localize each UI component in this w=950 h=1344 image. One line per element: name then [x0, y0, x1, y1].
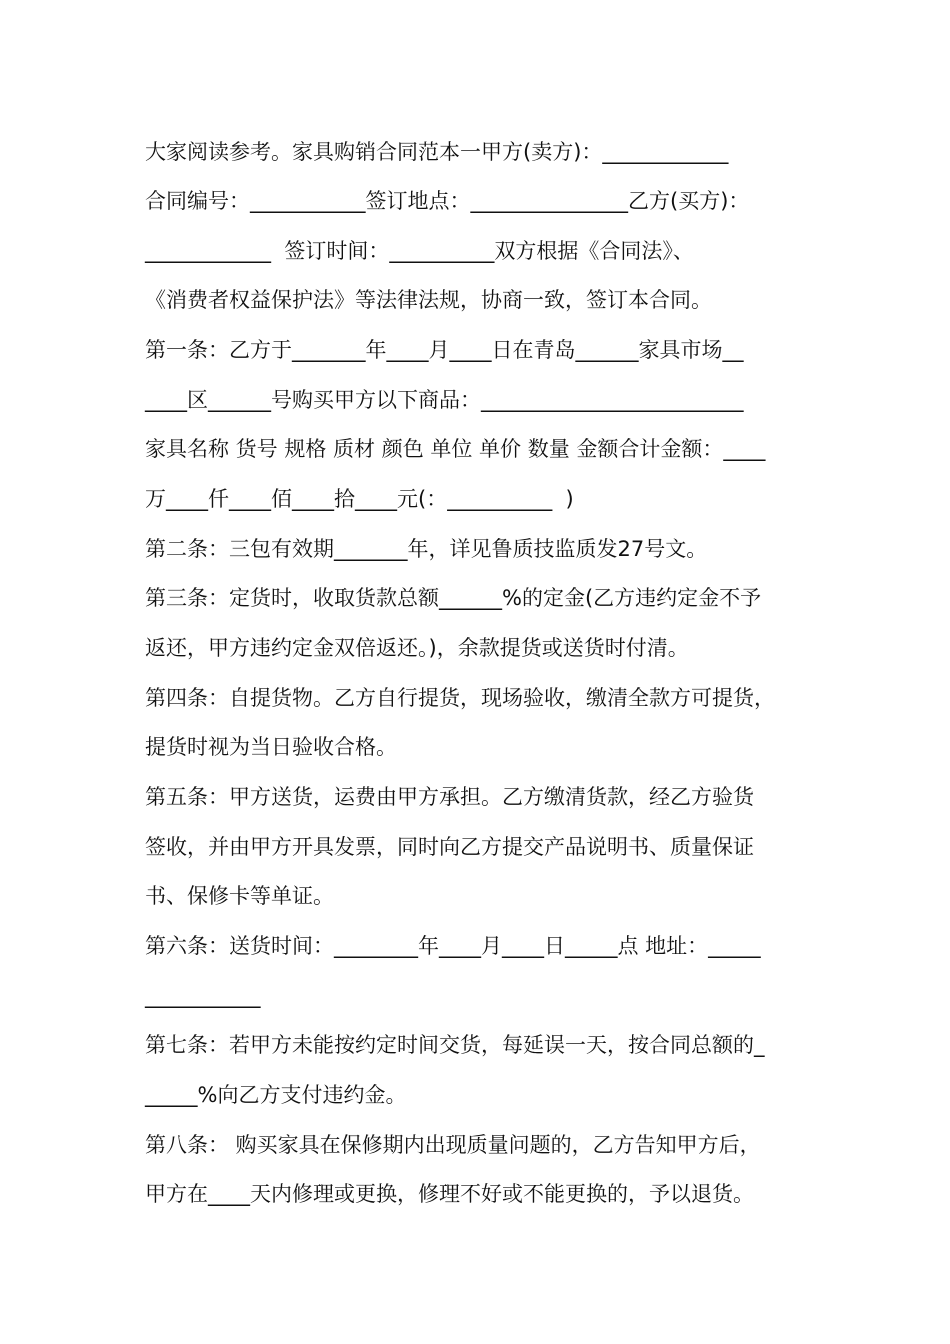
text-line: 返还，甲方违约定金双倍返还。)，余款提货或送货时付清。 — [145, 636, 689, 660]
text-line: 第六条：送货时间：________年____月____日_____点 地址：_____ — [145, 934, 761, 958]
text-line: 第二条：三包有效期_______年，详见鲁质技监质发27号文。 — [145, 537, 708, 561]
text-line: ___________ — [145, 984, 261, 1008]
text-line: 大家阅读参考。家具购销合同范本一甲方(卖方)：____________ — [145, 140, 729, 164]
text-line: 第三条：定货时，收取货款总额______%的定金(乙方违约定金不予 — [145, 586, 762, 610]
text-line: _____%向乙方支付违约金。 — [145, 1083, 407, 1107]
text-line: 万____仟____佰____拾____元(：__________ ) — [145, 487, 574, 511]
text-line: 第四条：自提货物。乙方自行提货，现场验收，缴清全款方可提货， — [145, 686, 775, 710]
text-line: 签收，并由甲方开具发票，同时向乙方提交产品说明书、质量保证 — [145, 835, 754, 859]
text-line: 家具名称 货号 规格 质材 颜色 单位 单价 数量 金额合计金额：____ — [145, 437, 766, 461]
text-line: 合同编号：___________签订地点：_______________乙方(买方)： — [145, 189, 750, 213]
text-line: 甲方在____天内修理或更换，修理不好或不能更换的，予以退货。 — [145, 1182, 754, 1206]
text-line: 提货时视为当日验收合格。 — [145, 735, 397, 759]
text-line: ____________ 签订时间：__________双方根据《合同法》、 — [145, 239, 694, 263]
text-line: ____区______号购买甲方以下商品：_________________________ — [145, 388, 744, 412]
text-line: 第一条：乙方于_______年____月____日在青岛______家具市场__ — [145, 338, 744, 362]
text-line: 书、保修卡等单证。 — [145, 884, 334, 908]
text-line: 第七条：若甲方未能按约定时间交货，每延误一天，按合同总额的_ — [145, 1033, 765, 1057]
text-line: 第五条：甲方送货，运费由甲方承担。乙方缴清货款，经乙方验货 — [145, 785, 754, 809]
text-line: 《消费者权益保护法》等法律法规，协商一致，签订本合同。 — [145, 288, 712, 312]
text-line: 第八条： 购买家具在保修期内出现质量问题的，乙方告知甲方后， — [145, 1133, 761, 1157]
